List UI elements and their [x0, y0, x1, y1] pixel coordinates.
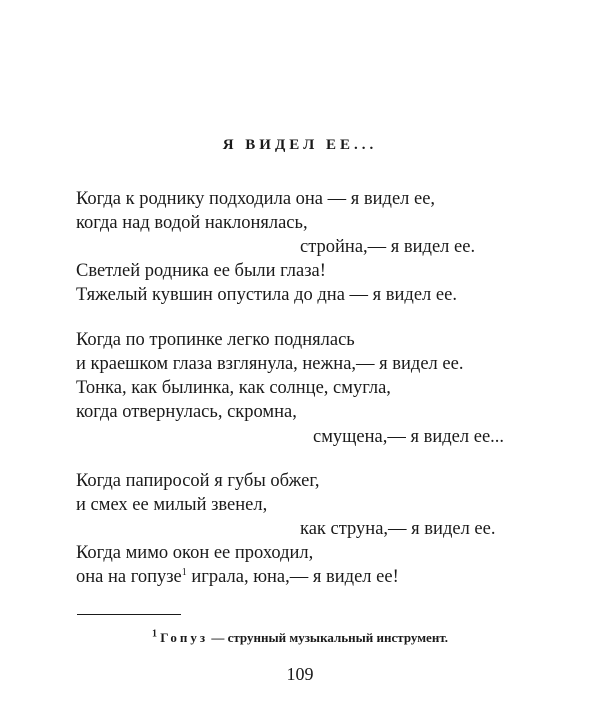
footnote — [0, 630, 600, 646]
poem-line-start: она на гопузе — [76, 567, 182, 587]
poem-line: Когда мимо окон ее проходил, — [76, 543, 314, 563]
poem-title: Я ВИДЕЛ ЕЕ... — [222, 137, 378, 153]
poem-line: Когда папиросой я губы обжег, — [76, 471, 320, 491]
footnote-text: — струнный музыкальный инструмент. — [211, 630, 448, 645]
poem-line: когда над водой наклонялась, — [76, 213, 308, 233]
poem-line: как струна,— я видел ее. — [300, 519, 496, 539]
poem-line: и краешком глаза взглянула, нежна,— я видел ее. — [76, 354, 464, 374]
poem-line: Светлей родника ее были глаза! — [76, 261, 326, 281]
page-number: 109 — [286, 664, 314, 684]
footnote-divider — [77, 614, 181, 615]
footnote-number: 1 — [152, 628, 157, 640]
poem-line — [76, 566, 399, 588]
footnote-marker: 1 — [181, 566, 187, 578]
footnote-term: Гопуз — [160, 630, 209, 645]
poem-line: Тонка, как былинка, как солнце, смугла, — [76, 378, 391, 398]
poem-line: Когда по тропинке легко поднялась — [76, 330, 355, 350]
poem-line-end: играла, юна,— я видел ее! — [191, 567, 399, 587]
poem-line: смущена,— я видел ее... — [313, 427, 505, 447]
poem-line: стройна,— я видел ее. — [300, 237, 476, 257]
poem-line: Тяжелый кувшин опустила до дна — я видел ее. — [76, 285, 457, 305]
poem-line: когда отвернулась, скромна, — [76, 402, 297, 422]
poem-line: и смех ее милый звенел, — [76, 495, 268, 515]
poem-line: Когда к роднику подходила она — я видел ее, — [76, 189, 436, 209]
